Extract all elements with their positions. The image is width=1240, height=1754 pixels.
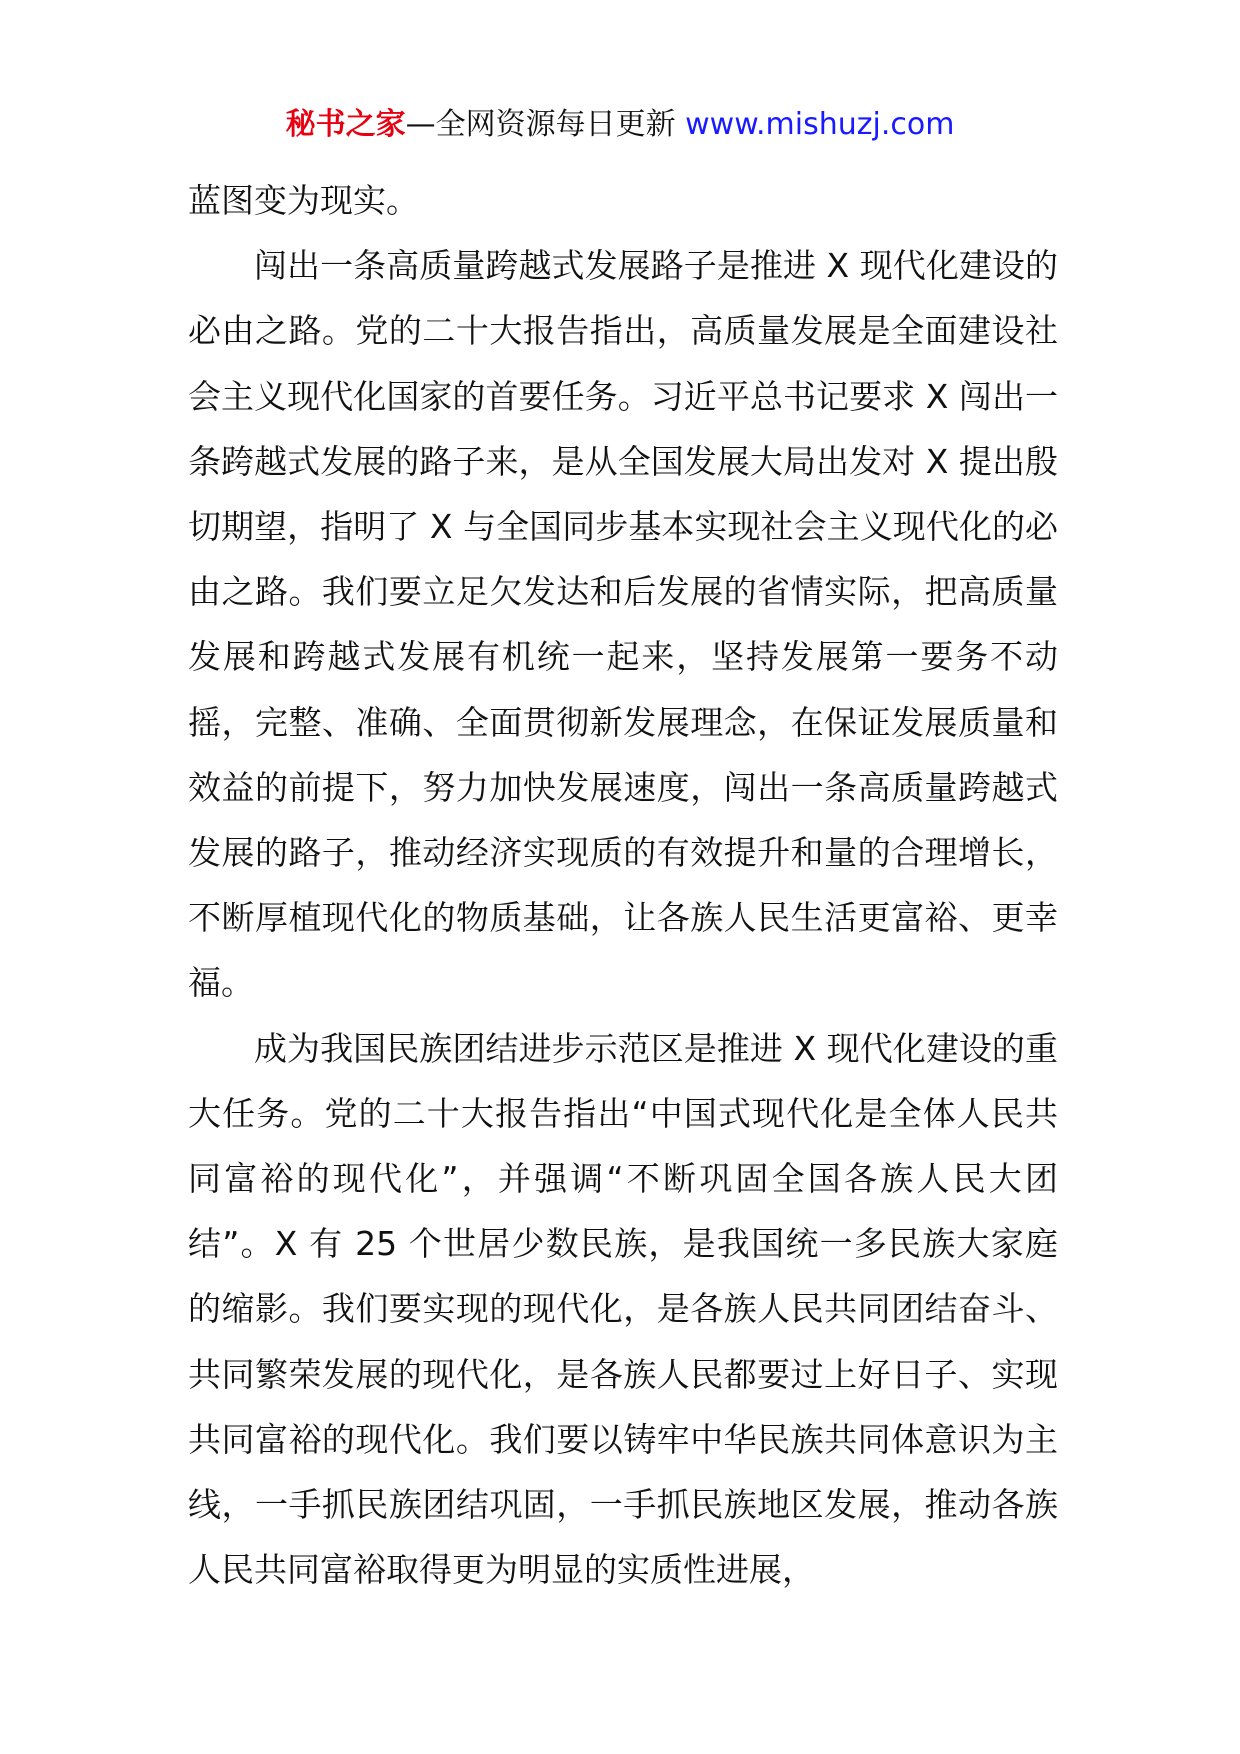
document-body	[188, 168, 1058, 1602]
page-header	[0, 104, 1240, 146]
header-url-link[interactable]: www.mishuzj.com	[685, 107, 955, 142]
header-brand: 秘书之家	[285, 107, 406, 142]
paragraph-high-quality-development: 闯出一条高质量跨越式发展路子是推进 X 现代化建设的必由之路。党的二十大报告指出，高质量发展是全面建设社会主义现代化国家的首要任务。习近平总书记要求 X 闯出一条跨越式发展的路子来，是从全国发展大局出发对 X 提出殷切期望，指明了 X 与全国同步基本实现社会主义现代化的必由之路。我们要立足欠发达和后发展的省情实际，把高质量发展和跨越式发展有机统一起来，坚持发展第一要务不动摇，完整、准确、全面贯彻新发展理念，在保证发展质量和效益的前提下，努力加快发展速度，闯出一条高质量跨越式发展的路子，推动经济实现质的有效提升和量的合理增长，不断厚植现代化的物质基础，让各族人民生活更富裕、更幸福。	[188, 246, 1058, 1003]
paragraph-continuation: 蓝图变为现实。	[188, 181, 419, 220]
paragraph-ethnic-unity: 成为我国民族团结进步示范区是推进 X 现代化建设的重大任务。党的二十大报告指出“中国式现代化是全体人民共同富裕的现代化”，并强调“不断巩固全国各族人民大团结”。X 有 25 个世居少数民族，是我国统一多民族大家庭的缩影。我们要实现的现代化，是各族人民共同团结奋斗、共同繁荣发展的现代化，是各族人民都要过上好日子、实现共同富裕的现代化。我们要以铸牢中华民族共同体意识为主线，一手抓民族团结巩固，一手抓民族地区发展，推动各族人民共同富裕取得更为明显的实质性进展，	[188, 1028, 1058, 1590]
header-slogan: —全网资源每日更新	[405, 107, 686, 142]
